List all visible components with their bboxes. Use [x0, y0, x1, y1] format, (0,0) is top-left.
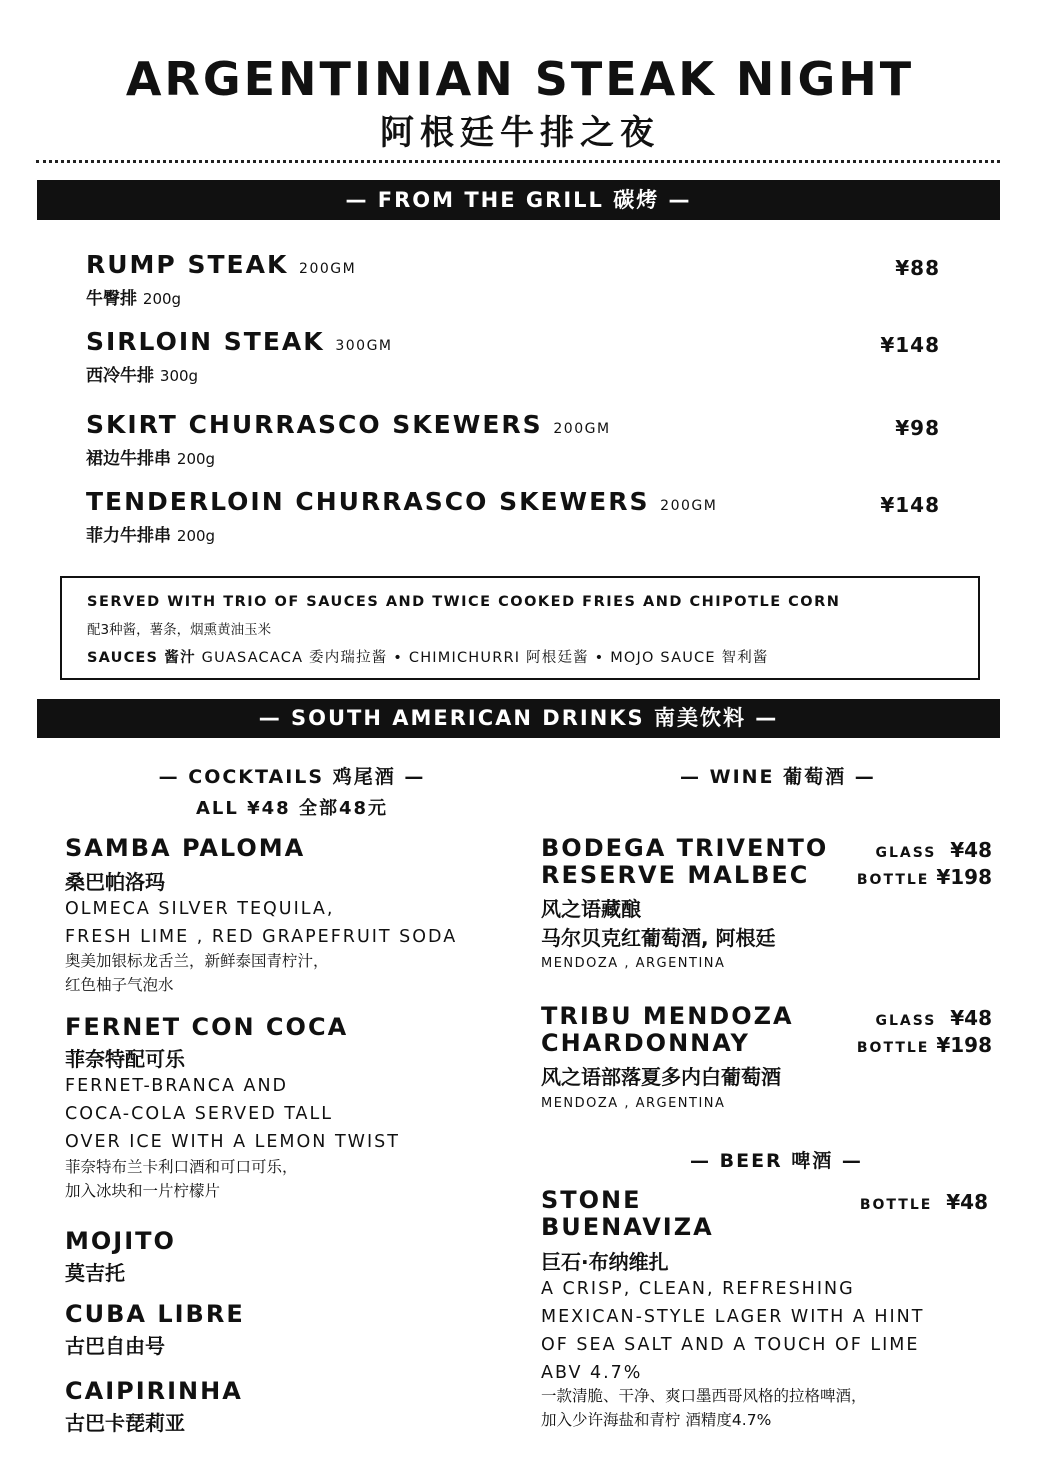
cocktail-name: SAMBA PALOMA	[65, 834, 306, 862]
wine-name-line2: RESERVE MALBEC	[541, 861, 810, 889]
grill-item-name: SKIRT CHURRASCO SKEWERS 200GM	[86, 410, 611, 439]
cocktail-desc: OLMECA SILVER TEQUILA, FRESH LIME , RED GRAPEFRUIT SODA	[65, 899, 458, 947]
grill-item-name-zh: 西冷牛排 300g	[86, 366, 199, 386]
sides-note: SERVED WITH TRIO OF SAUCES AND TWICE COOKED FRIES AND CHIPOTLE CORN	[87, 594, 841, 610]
cocktails-price-note: ALL ¥48 全部48元	[195, 798, 389, 819]
beer-bottle-price: BOTTLE ¥48	[859, 1190, 988, 1214]
sauces-label: SAUCES 酱汁	[87, 650, 196, 666]
wine-bottle-price: BOTTLE ¥198	[856, 1033, 992, 1057]
grill-item-name: TENDERLOIN CHURRASCO SKEWERS 200GM	[86, 487, 718, 516]
grill-item-name: RUMP STEAK 200GM	[86, 250, 357, 279]
cocktail-name-zh: 古巴自由号	[65, 1334, 165, 1358]
sides-note-box	[60, 576, 980, 680]
wine-origin: MENDOZA , ARGENTINA	[541, 1096, 726, 1111]
beer-desc-zh: 一款清脆、干净、爽口墨西哥风格的拉格啤酒， 加入少许海盐和青柠 酒精度4.7%	[541, 1387, 867, 1429]
wine-name-zh: 风之语藏酿	[541, 897, 641, 921]
wine-glass-price: GLASS ¥48	[875, 1006, 992, 1030]
wine-name: BODEGA TRIVENTO	[541, 834, 829, 862]
menu-title: ARGENTINIAN STEAK NIGHT	[125, 52, 915, 106]
cocktail-name-zh: 莫吉托	[65, 1261, 125, 1285]
grill-item-name-zh: 菲力牛排串 200g	[86, 526, 216, 546]
wine-glass-price: GLASS ¥48	[875, 838, 992, 862]
beer-heading: — BEER 啤酒 —	[690, 1150, 863, 1172]
sauces-line	[87, 646, 769, 667]
cocktail-name: CUBA LIBRE	[65, 1300, 245, 1328]
cocktail-name-zh: 桑巴帕洛玛	[65, 870, 165, 894]
sides-note-zh: 配3种酱，薯条，烟熏黄油玉米	[87, 622, 272, 638]
wine-name-zh: 风之语部落夏多内白葡萄酒	[541, 1065, 781, 1089]
grill-item-price: ¥98	[895, 416, 940, 440]
wine-name: TRIBU MENDOZA	[541, 1002, 794, 1030]
grill-item-name-zh: 裙边牛排串 200g	[86, 449, 216, 469]
wine-heading: — WINE 葡萄酒 —	[680, 766, 876, 788]
cocktail-desc: FERNET-BRANCA AND COCA-COLA SERVED TALL OVER ICE WITH A LEMON TWIST	[65, 1076, 400, 1152]
beer-name: STONE	[541, 1186, 642, 1214]
grill-item-price: ¥148	[880, 333, 940, 357]
cocktail-desc-zh: 菲奈特布兰卡利口酒和可口可乐， 加入冰块和一片柠檬片	[65, 1158, 298, 1200]
wine-name-line2: CHARDONNAY	[541, 1029, 750, 1057]
wine-bottle-price: BOTTLE ¥198	[856, 865, 992, 889]
wine-origin: MENDOZA , ARGENTINA	[541, 956, 726, 971]
cocktail-desc-zh: 奥美加银标龙舌兰，新鲜泰国青柠汁， 红色柚子气泡水	[65, 952, 329, 994]
grill-item-name: SIRLOIN STEAK 300GM	[86, 327, 393, 356]
cocktail-name-zh: 古巴卡琵莉亚	[65, 1411, 185, 1435]
beer-name-line2: BUENAVIZA	[541, 1213, 714, 1241]
sauces-list: GUASACACA 委内瑞拉酱 • CHIMICHURRI 阿根廷酱 • MOJO SAUCE 智利酱	[201, 650, 769, 666]
cocktail-name: FERNET CON COCA	[65, 1013, 349, 1041]
menu-title-zh: 阿根廷牛排之夜	[380, 113, 660, 153]
grill-item-price: ¥88	[895, 256, 940, 280]
section-heading-grill: — FROM THE GRILL 碳烤 —	[37, 180, 1000, 220]
cocktail-name-zh: 菲奈特配可乐	[65, 1047, 185, 1071]
wine-name-zh-line2: 马尔贝克红葡萄酒, 阿根廷	[541, 926, 776, 950]
dotted-divider	[36, 160, 1000, 163]
grill-item-price: ¥148	[880, 493, 940, 517]
cocktail-name: MOJITO	[65, 1227, 176, 1255]
beer-desc: A CRISP, CLEAN, REFRESHING MEXICAN-STYLE LAGER WITH A HINT OF SEA SALT AND A TOUCH OF LIME ABV 4.7%	[541, 1279, 925, 1383]
beer-name-zh: 巨石·布纳维扎	[541, 1250, 669, 1274]
section-heading-drinks: — SOUTH AMERICAN DRINKS 南美饮料 —	[37, 699, 1000, 738]
cocktail-name: CAIPIRINHA	[65, 1377, 243, 1405]
cocktails-heading: — COCKTAILS 鸡尾酒 —	[158, 766, 426, 788]
grill-item-name-zh: 牛臀排 200g	[86, 289, 182, 309]
